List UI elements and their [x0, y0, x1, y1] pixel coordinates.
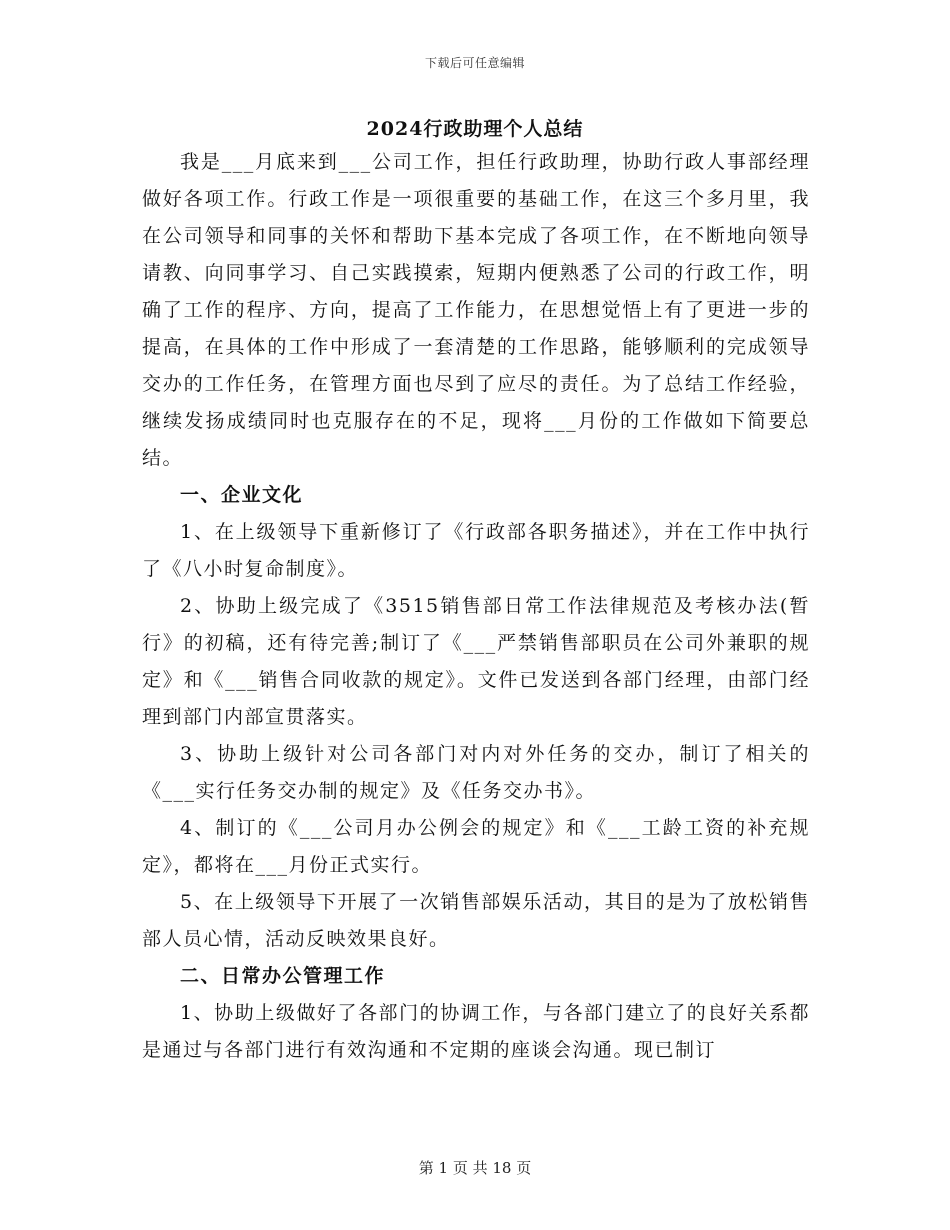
list-item: 3、协助上级针对公司各部门对内对外任务的交办，制订了相关的《___实行任务交办制的规定》及《任务交办书》。 — [142, 743, 810, 802]
list-item: 1、协助上级做好了各部门的协调工作，与各部门建立了的良好关系都是通过与各部门进行有效沟通和不定期的座谈会沟通。现已制订 — [142, 1002, 810, 1061]
list-item: 2、协助上级完成了《3515销售部日常工作法律规范及考核办法(暂行》的初稿，还有待完善;制订了《___严禁销售部职员在公司外兼职的规定》和《___销售合同收款的规定》。文件已发送到各部门经理，由部门经理到部门内部宣贯落实。 — [142, 595, 810, 728]
list-item: 4、制订的《___公司月办公例会的规定》和《___工龄工资的补充规定》，都将在___月份正式实行。 — [142, 817, 810, 876]
list-item: 5、在上级领导下开展了一次销售部娱乐活动，其目的是为了放松销售部人员心情，活动反映效果良好。 — [142, 891, 810, 950]
section-heading-daily-office-management: 二、日常办公管理工作 — [180, 965, 386, 987]
section-heading-corporate-culture: 一、企业文化 — [180, 484, 304, 506]
list-item: 1、在上级领导下重新修订了《行政部各职务描述》，并在工作中执行了《八小时复命制度》。 — [142, 521, 810, 580]
document-title: 2024行政助理个人总结 — [366, 118, 584, 140]
intro-paragraph: 我是___月底来到___公司工作，担任行政助理，协助行政人事部经理做好各项工作。行政工作是一项很重要的基础工作，在这三个多月里，我在公司领导和同事的关怀和帮助下基本完成了各项工作，在不断地向领导请教、向同事学习、自己实践摸索，短期内便熟悉了公司的行政工作，明确了工作的程序、方向，提高了工作能力，在思想觉悟上有了更进一步的提高，在具体的工作中形成了一套清楚的工作思路，能够顺利的完成领导交办的工作任务，在管理方面也尽到了应尽的责任。为了总结工作经验，继续发扬成绩同时也克服存在的不足，现将___月份的工作做如下简要总结。 — [142, 151, 810, 469]
page-number: 第 1 页 共 18 页 — [418, 1159, 532, 1177]
header-note: 下载后可任意编辑 — [424, 56, 525, 70]
document-body — [142, 144, 810, 1069]
